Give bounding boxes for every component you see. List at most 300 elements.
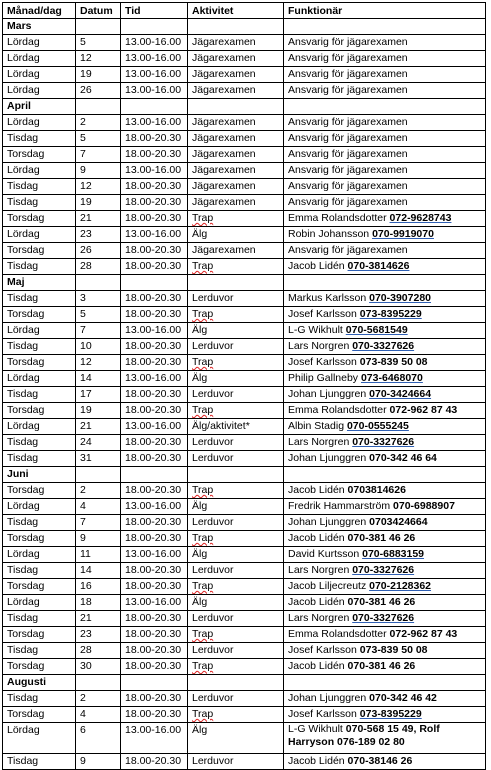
- activity-text: Jägarexamen: [192, 52, 256, 64]
- phone-number[interactable]: 070-3327626: [352, 436, 415, 448]
- official-name: Lars Norgren: [288, 612, 353, 624]
- official-cell: [284, 227, 486, 243]
- date-text: 2: [80, 484, 86, 496]
- day-cell: [3, 579, 76, 595]
- date-text: 31: [80, 452, 92, 464]
- time-text: 18.00-20.30: [125, 628, 182, 640]
- official-name: Ansvarig för jägarexamen: [288, 164, 408, 176]
- date-cell: [76, 83, 121, 99]
- official-cell: [284, 483, 486, 499]
- date-text: 19: [80, 196, 92, 208]
- day-cell: [3, 371, 76, 387]
- time-text: 18.00-20.30: [125, 452, 182, 464]
- time-cell: [121, 179, 188, 195]
- date-cell: [76, 323, 121, 339]
- official-name: Ansvarig för jägarexamen: [288, 244, 408, 256]
- table-row: [3, 627, 486, 643]
- phone-number[interactable]: 073-8395229: [359, 708, 422, 720]
- activity-text: Trap: [192, 708, 214, 720]
- phone-number: 073-839 50 08: [359, 356, 428, 368]
- time-text: 18.00-20.30: [125, 388, 182, 400]
- time-cell: [121, 83, 188, 99]
- date-cell: [76, 563, 121, 579]
- time-cell: [121, 419, 188, 435]
- official-cell: [284, 707, 486, 723]
- header-time: Tid: [121, 3, 188, 19]
- official-name: Jacob Lidén: [288, 484, 348, 496]
- official-cell: [284, 387, 486, 403]
- activity-cell: [188, 195, 284, 211]
- time-text: 18.00-20.30: [125, 340, 182, 352]
- date-cell: [76, 259, 121, 275]
- activity-text: Jägarexamen: [192, 164, 256, 176]
- date-cell: [76, 627, 121, 643]
- time-cell: [121, 355, 188, 371]
- day-cell: [3, 259, 76, 275]
- activity-cell: [188, 35, 284, 51]
- activity-text: Jägarexamen: [192, 36, 256, 48]
- day-text: Lördag: [7, 84, 40, 96]
- time-cell: [121, 499, 188, 515]
- table-row: [3, 499, 486, 515]
- time-cell: [121, 227, 188, 243]
- empty-cell: [188, 99, 284, 115]
- table-row: [3, 691, 486, 707]
- table-row: [3, 51, 486, 67]
- table-row: [3, 451, 486, 467]
- date-text: 2: [80, 116, 86, 128]
- empty-cell: [284, 19, 486, 35]
- activity-cell: [188, 355, 284, 371]
- table-row: [3, 195, 486, 211]
- official-cell: [284, 195, 486, 211]
- empty-cell: [76, 675, 121, 691]
- day-cell: [3, 179, 76, 195]
- empty-cell: [188, 675, 284, 691]
- date-cell: [76, 291, 121, 307]
- activity-cell: [188, 83, 284, 99]
- time-text: 18.00-20.30: [125, 148, 182, 160]
- day-text: Tisdag: [7, 196, 39, 208]
- activity-cell: [188, 563, 284, 579]
- activity-text: Trap: [192, 484, 214, 496]
- official-name: Ansvarig för jägarexamen: [288, 148, 408, 160]
- date-cell: [76, 707, 121, 723]
- date-text: 4: [80, 500, 86, 512]
- table-row: [3, 291, 486, 307]
- official-cell: [284, 435, 486, 451]
- phone-number[interactable]: 070-0555245: [346, 420, 409, 432]
- date-text: 9: [80, 532, 86, 544]
- official-cell: [284, 67, 486, 83]
- empty-cell: [76, 99, 121, 115]
- day-text: Tisdag: [7, 564, 39, 576]
- time-text: 13.00-16.00: [125, 52, 182, 64]
- day-cell: [3, 659, 76, 675]
- date-text: 28: [80, 260, 92, 272]
- official-name: Josef Karlsson: [288, 708, 360, 720]
- date-cell: [76, 515, 121, 531]
- phone-number[interactable]: 070-5681549: [345, 324, 408, 336]
- day-cell: [3, 131, 76, 147]
- activity-text: Lerduvor: [192, 644, 234, 656]
- month-label: Juni: [3, 467, 76, 483]
- day-text: Lördag: [7, 116, 40, 128]
- official-cell: [284, 307, 486, 323]
- date-cell: [76, 211, 121, 227]
- phone-number[interactable]: 070-2128362: [369, 580, 432, 592]
- day-text: Tisdag: [7, 612, 39, 624]
- activity-cell: [188, 163, 284, 179]
- official-cell: [284, 451, 486, 467]
- date-text: 18: [80, 596, 92, 608]
- activity-text: Lerduvor: [192, 340, 234, 352]
- date-text: 28: [80, 644, 92, 656]
- date-cell: [76, 227, 121, 243]
- activity-cell: [188, 499, 284, 515]
- official-name: Johan Ljunggren: [288, 516, 370, 528]
- official-cell: [284, 83, 486, 99]
- day-text: Tisdag: [7, 180, 39, 192]
- activity-cell: [188, 691, 284, 707]
- table-row: [3, 115, 486, 131]
- official-name: Lars Norgren: [288, 340, 353, 352]
- phone-number: 070-381 46 26: [347, 596, 416, 608]
- day-cell: [3, 339, 76, 355]
- month-row: [3, 99, 486, 115]
- date-text: 30: [80, 660, 92, 672]
- date-text: 23: [80, 628, 92, 640]
- activity-text: Jägarexamen: [192, 68, 256, 80]
- official-name: Ansvarig för jägarexamen: [288, 132, 408, 144]
- empty-cell: [76, 275, 121, 291]
- time-text: 18.00-20.30: [125, 516, 182, 528]
- activity-cell: [188, 451, 284, 467]
- official-name: Emma Rolandsdotter: [288, 628, 390, 640]
- date-text: 10: [80, 340, 92, 352]
- activity-text: Jägarexamen: [192, 84, 256, 96]
- date-text: 21: [80, 420, 92, 432]
- day-text: Tisdag: [7, 755, 39, 767]
- activity-text: Lerduvor: [192, 564, 234, 576]
- day-text: Torsdag: [7, 212, 45, 224]
- official-cell: [284, 51, 486, 67]
- phone-number[interactable]: 070-3814626: [347, 260, 410, 272]
- official-cell: [284, 291, 486, 307]
- activity-cell: [188, 371, 284, 387]
- official-name: Johan Ljunggren: [288, 452, 370, 464]
- date-text: 5: [80, 36, 86, 48]
- day-cell: [3, 419, 76, 435]
- activity-cell: [188, 595, 284, 611]
- date-cell: [76, 419, 121, 435]
- time-cell: [121, 243, 188, 259]
- day-text: Lördag: [7, 324, 40, 336]
- table-row: [3, 227, 486, 243]
- activity-cell: [188, 307, 284, 323]
- day-text: Tisdag: [7, 132, 39, 144]
- official-cell: [284, 754, 486, 770]
- date-text: 24: [80, 436, 92, 448]
- time-cell: [121, 754, 188, 770]
- day-text: Torsdag: [7, 356, 45, 368]
- activity-cell: [188, 435, 284, 451]
- day-cell: [3, 723, 76, 754]
- empty-cell: [76, 467, 121, 483]
- official-cell: [284, 403, 486, 419]
- time-text: 18.00-20.30: [125, 644, 182, 656]
- official-cell: [284, 643, 486, 659]
- date-cell: [76, 179, 121, 195]
- date-text: 14: [80, 372, 92, 384]
- activity-cell: [188, 259, 284, 275]
- month-label: Maj: [3, 275, 76, 291]
- time-cell: [121, 339, 188, 355]
- table-row: [3, 307, 486, 323]
- phone-number[interactable]: 070-3327626: [352, 564, 415, 576]
- table-row: [3, 515, 486, 531]
- day-text: Torsdag: [7, 308, 45, 320]
- day-cell: [3, 547, 76, 563]
- time-text: 18.00-20.30: [125, 755, 182, 767]
- day-cell: [3, 451, 76, 467]
- date-cell: [76, 754, 121, 770]
- day-text: Lördag: [7, 164, 40, 176]
- day-cell: [3, 483, 76, 499]
- date-cell: [76, 723, 121, 754]
- date-cell: [76, 355, 121, 371]
- official-name: Jacob Lidén: [288, 260, 348, 272]
- day-cell: [3, 387, 76, 403]
- activity-text: Trap: [192, 628, 214, 640]
- official-cell: [284, 627, 486, 643]
- official-cell: [284, 371, 486, 387]
- date-cell: [76, 659, 121, 675]
- time-cell: [121, 403, 188, 419]
- official-name: Jacob Lidén: [288, 755, 348, 767]
- date-cell: [76, 403, 121, 419]
- date-text: 9: [80, 755, 86, 767]
- time-cell: [121, 723, 188, 754]
- date-text: 26: [80, 84, 92, 96]
- official-name: Emma Rolandsdotter: [288, 404, 390, 416]
- table-row: [3, 211, 486, 227]
- date-text: 12: [80, 52, 92, 64]
- activity-cell: [188, 659, 284, 675]
- activity-cell: [188, 51, 284, 67]
- date-cell: [76, 51, 121, 67]
- day-cell: [3, 83, 76, 99]
- official-name: Jacob Lidén: [288, 660, 348, 672]
- official-name: Lars Norgren: [288, 564, 353, 576]
- date-text: 4: [80, 708, 86, 720]
- activity-text: Lerduvor: [192, 388, 234, 400]
- activity-text: Älg: [192, 548, 208, 560]
- day-cell: [3, 611, 76, 627]
- date-text: 3: [80, 292, 86, 304]
- table-row: [3, 659, 486, 675]
- activity-cell: [188, 67, 284, 83]
- date-cell: [76, 115, 121, 131]
- phone-number: 070-381 46 26: [347, 532, 416, 544]
- day-text: Tisdag: [7, 436, 39, 448]
- time-cell: [121, 627, 188, 643]
- official-name: Jacob Lidén: [288, 532, 348, 544]
- time-cell: [121, 307, 188, 323]
- day-cell: [3, 627, 76, 643]
- official-cell: [284, 211, 486, 227]
- phone-number: 070-568 15 49, Rolf Harryson 076-189 02 80: [288, 723, 440, 748]
- table-row: [3, 547, 486, 563]
- official-cell: [284, 419, 486, 435]
- table-row: [3, 723, 486, 754]
- table-row: [3, 754, 486, 770]
- date-cell: [76, 547, 121, 563]
- time-cell: [121, 67, 188, 83]
- empty-cell: [284, 467, 486, 483]
- day-text: Tisdag: [7, 260, 39, 272]
- official-name: Markus Karlsson: [288, 292, 370, 304]
- activity-cell: [188, 754, 284, 770]
- date-text: 2: [80, 692, 86, 704]
- date-text: 7: [80, 516, 86, 528]
- time-text: 13.00-16.00: [125, 372, 182, 384]
- table-row: [3, 563, 486, 579]
- schedule-body: [3, 19, 486, 770]
- date-text: 6: [80, 724, 86, 736]
- phone-number[interactable]: 070-9919070: [372, 228, 434, 240]
- time-cell: [121, 131, 188, 147]
- official-name: Johan Ljunggren: [288, 692, 370, 704]
- official-name: Ansvarig för jägarexamen: [288, 68, 408, 80]
- day-text: Torsdag: [7, 244, 45, 256]
- time-text: 13.00-16.00: [125, 84, 182, 96]
- activity-cell: [188, 531, 284, 547]
- date-text: 23: [80, 228, 92, 240]
- day-text: Lördag: [7, 372, 40, 384]
- time-text: 18.00-20.30: [125, 660, 182, 672]
- table-row: [3, 531, 486, 547]
- activity-cell: [188, 115, 284, 131]
- day-text: Lördag: [7, 548, 40, 560]
- day-text: Lördag: [7, 68, 40, 80]
- day-text: Tisdag: [7, 692, 39, 704]
- empty-cell: [284, 675, 486, 691]
- header-activity: Aktivitet: [188, 3, 284, 19]
- time-text: 18.00-20.30: [125, 308, 182, 320]
- day-cell: [3, 323, 76, 339]
- official-name: Lars Norgren: [288, 436, 353, 448]
- phone-number[interactable]: 070-3327626: [352, 612, 415, 624]
- month-row: [3, 275, 486, 291]
- activity-text: Trap: [192, 660, 214, 672]
- official-cell: [284, 339, 486, 355]
- official-name: David Kurtsson: [288, 548, 363, 560]
- date-cell: [76, 131, 121, 147]
- time-cell: [121, 547, 188, 563]
- time-cell: [121, 435, 188, 451]
- activity-text: Jägarexamen: [192, 148, 256, 160]
- official-cell: [284, 323, 486, 339]
- time-cell: [121, 451, 188, 467]
- time-text: 18.00-20.30: [125, 196, 182, 208]
- table-row: [3, 387, 486, 403]
- phone-number: 070-342 46 42: [369, 692, 437, 704]
- time-cell: [121, 371, 188, 387]
- phone-number: 072-962 87 43: [389, 404, 458, 416]
- table-row: [3, 35, 486, 51]
- day-cell: [3, 307, 76, 323]
- official-name: Johan Ljunggren: [288, 388, 370, 400]
- phone-number[interactable]: 073-6468070: [360, 372, 423, 384]
- date-text: 19: [80, 404, 92, 416]
- phone-number[interactable]: 070-3907280: [369, 292, 432, 304]
- date-cell: [76, 499, 121, 515]
- day-cell: [3, 243, 76, 259]
- date-text: 5: [80, 132, 86, 144]
- activity-text: Lerduvor: [192, 452, 234, 464]
- date-cell: [76, 611, 121, 627]
- phone-number: 072-962 87 43: [389, 628, 458, 640]
- phone-number[interactable]: 072-9628743: [389, 212, 452, 224]
- empty-cell: [121, 99, 188, 115]
- day-cell: [3, 227, 76, 243]
- activity-text: Lerduvor: [192, 292, 234, 304]
- phone-number[interactable]: 070-3424664: [369, 388, 432, 400]
- time-text: 18.00-20.30: [125, 708, 182, 720]
- day-text: Torsdag: [7, 532, 45, 544]
- activity-cell: [188, 403, 284, 419]
- table-row: [3, 179, 486, 195]
- table-row: [3, 371, 486, 387]
- activity-cell: [188, 579, 284, 595]
- activity-text: Jägarexamen: [192, 116, 256, 128]
- time-text: 18.00-20.30: [125, 260, 182, 272]
- time-cell: [121, 259, 188, 275]
- phone-number[interactable]: 073-8395229: [359, 308, 422, 320]
- activity-cell: [188, 131, 284, 147]
- activity-text: Lerduvor: [192, 436, 234, 448]
- activity-text: Trap: [192, 356, 214, 368]
- activity-cell: [188, 643, 284, 659]
- time-cell: [121, 595, 188, 611]
- activity-cell: [188, 179, 284, 195]
- day-text: Torsdag: [7, 628, 45, 640]
- phone-number[interactable]: 070-3327626: [352, 340, 415, 352]
- activity-text: Lerduvor: [192, 516, 234, 528]
- table-row: [3, 419, 486, 435]
- date-text: 12: [80, 180, 92, 192]
- day-text: Torsdag: [7, 708, 45, 720]
- date-text: 17: [80, 388, 92, 400]
- day-cell: [3, 211, 76, 227]
- activity-cell: [188, 147, 284, 163]
- official-cell: [284, 691, 486, 707]
- activity-text: Älg: [192, 724, 208, 736]
- activity-text: Jägarexamen: [192, 180, 256, 192]
- day-cell: [3, 531, 76, 547]
- phone-number[interactable]: 070-6883159: [362, 548, 425, 560]
- activity-text: Älg: [192, 372, 208, 384]
- table-row: [3, 323, 486, 339]
- official-name: Ansvarig för jägarexamen: [288, 196, 408, 208]
- day-text: Lördag: [7, 500, 40, 512]
- day-cell: [3, 515, 76, 531]
- time-text: 13.00-16.00: [125, 596, 182, 608]
- activity-cell: [188, 211, 284, 227]
- date-cell: [76, 243, 121, 259]
- time-cell: [121, 659, 188, 675]
